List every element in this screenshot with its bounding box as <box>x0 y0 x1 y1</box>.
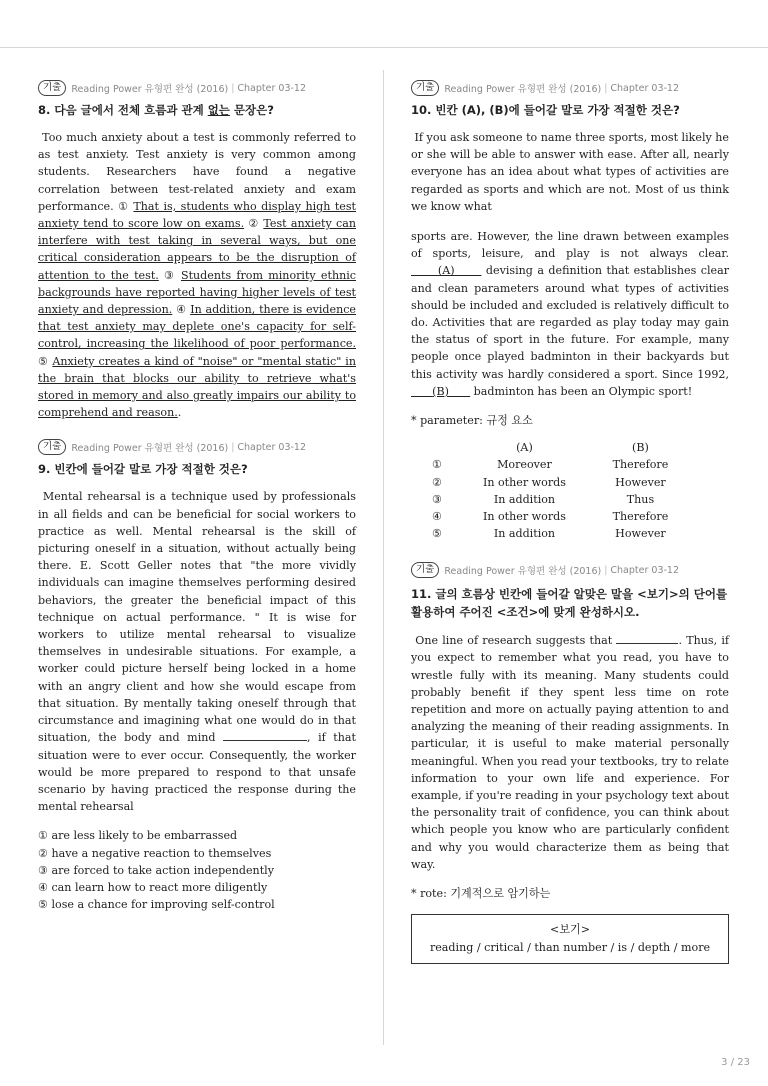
option-a: Moreover <box>497 458 552 472</box>
q9-choice-3: ③ are forced to take action independently <box>38 863 274 877</box>
option-b: Therefore <box>612 509 669 523</box>
q8-marker-2: ② <box>244 217 264 231</box>
q9-passage-part-2: , if that situation were to ever occur. Consequently, the worker would be more prepared to respond to that unsafe scenario by having practiced the response during the mental rehearsal <box>38 731 356 814</box>
separator: | <box>604 82 608 94</box>
q9-passage <box>38 488 356 815</box>
q9-source <box>38 439 356 455</box>
q9-choice-2: ② have a negative reaction to themselves <box>38 846 272 860</box>
q9-passage-part-1: Mental rehearsal is a technique used by professionals in all fields and can be beneficial for social workers to practice as well. Mental rehearsal is the skill of picturing oneself in a situation, without actually being there. E. Scott Geller notes that "the more vividly individuals can imagine themselves performing desired behaviors, the greater the beneficial impact of this technique on actual performance. " It is wise for workers to utilize mental rehearsal to visualize themselves in undesirable situations. For example, a worker could picture herself being locked in a home with an angry client and how she would escape from that situation. By mentally taking oneself through that circumstance and imagining what one would do in that situation, the body and mind <box>38 490 356 745</box>
q8-title-pre: 8. 다음 글에서 전체 흐름과 관계 <box>38 103 208 117</box>
option-b: Therefore <box>612 458 669 472</box>
q8-marker-5: ⑤ <box>38 354 53 368</box>
q8-passage <box>38 129 356 421</box>
header-blank <box>419 439 455 456</box>
q8-sentence-2: Test anxiety can interfere with test taking in several ways, but one critical consideration appears to be the disruption of attention to the test. <box>38 217 356 282</box>
source-book: Reading Power 유형편 완성 (2016) <box>71 443 229 455</box>
source-badge: 기출 <box>38 439 66 455</box>
source-badge: 기출 <box>411 562 439 578</box>
q11-word-box <box>411 914 729 964</box>
source-book: Reading Power 유형편 완성 (2016) <box>71 84 229 95</box>
right-column <box>411 80 729 964</box>
option-number: ④ <box>432 509 442 523</box>
left-column <box>38 80 356 913</box>
q8-sentence-4: In addition, there is evidence that test anxiety may deplete one's capacity for self-control, increasing the likelihood of poor performance. <box>38 303 357 351</box>
q10-options-header <box>419 439 687 456</box>
q10-blank-a-label: (A) <box>437 264 455 278</box>
option-b: However <box>615 475 666 489</box>
q10-source <box>411 80 729 96</box>
q10-passage-text-2a: sports are. However, the line drawn between examples of sports, leisure, and play is not always clear. <box>411 230 729 261</box>
source-chapter: Chapter 03-12 <box>237 441 307 453</box>
q10-passage-text-2e: badminton has been an Olympic sport! <box>470 384 693 398</box>
q8-sentence-1: That is, students who display high test anxiety tend to score low on exams. <box>38 199 356 231</box>
q11-source <box>411 562 729 578</box>
source-book: Reading Power 유형편 완성 (2016) <box>444 566 602 578</box>
option-number: ③ <box>432 492 442 506</box>
spacer <box>411 542 729 562</box>
source-badge: 기출 <box>411 80 439 96</box>
spacer <box>411 215 729 228</box>
page-number: 3 / 23 <box>721 1057 750 1068</box>
q10-blank-b-label: (B) <box>432 384 449 398</box>
header-rule <box>0 47 768 48</box>
q8-marker-3: ③ <box>158 268 181 282</box>
header-a: (A) <box>516 441 533 455</box>
q9-choice-5: ⑤ lose a chance for improving self-control <box>38 898 275 912</box>
q8-title <box>38 103 356 118</box>
q8-sentence-3: Students from minority ethnic backgrounds have reported having higher levels of test anxiety and depression. <box>38 268 357 317</box>
q10-title: 10. 빈칸 (A), (B)에 들어갈 말로 가장 적절한 것은? <box>411 103 680 117</box>
option-b: Thus <box>626 492 655 506</box>
q9-choices <box>38 827 356 913</box>
q10-note: * parameter: 규정 요소 <box>411 414 533 428</box>
q8-marker-4: ④ <box>172 303 191 317</box>
q10-blank-b <box>411 385 470 398</box>
option-a: In addition <box>493 527 556 541</box>
q8-source <box>38 80 356 96</box>
option-a: In other words <box>482 475 566 489</box>
q9-blank <box>223 729 307 741</box>
q10-option-row <box>419 456 687 473</box>
q11-title: 11. 글의 흐름상 빈칸에 들어갈 알맞은 말을 <보기>의 단어를 활용하여 주어진 <조건>에 맞게 완성하시오. <box>411 587 728 620</box>
q10-option-row <box>419 508 687 525</box>
word-box-words: reading / critical / than number / is / depth / more <box>429 941 711 955</box>
option-a: In other words <box>482 509 566 523</box>
source-chapter: Chapter 03-12 <box>237 82 307 94</box>
q11-passage-part-1: One line of research suggests that <box>415 634 617 648</box>
option-number: ① <box>432 458 442 472</box>
q10-passage-text-1: If you ask someone to name three sports, most likely he or she will be able to answer with ease. After all, nearly everyone has an idea about what types of activities are regarded as sports and which are not. Most of us think we know what <box>411 131 729 213</box>
q9-choice-1: ① are less likely to be embarrassed <box>38 829 238 843</box>
source-chapter: Chapter 03-12 <box>610 82 680 94</box>
q8-sentence-5: Anxiety creates a kind of "noise" or "mental static" in the brain that blocks our ability to retrieve what's stored in memory and also greatly impairs our ability to comprehend and reason. <box>38 354 356 420</box>
q10-options-table <box>419 439 687 542</box>
source-badge: 기출 <box>38 80 66 96</box>
option-b: However <box>615 527 666 541</box>
q10-option-row <box>419 473 687 490</box>
q10-passage-2 <box>411 228 729 400</box>
q8-title-emphasis: 없는 <box>207 103 230 117</box>
q10-blank-a <box>411 264 481 277</box>
column-divider <box>383 70 384 1045</box>
q8-intro: Too much anxiety about a test is commonly referred to as test anxiety. Test anxiety is very common among students. Researchers have found a negative correlation between test-related anxiety and exam performance. ① <box>38 131 356 213</box>
separator: | <box>604 564 608 576</box>
q10-option-row <box>419 491 687 508</box>
q11-blank <box>616 632 678 644</box>
header-b: (B) <box>632 441 649 455</box>
q8-end: . <box>177 406 182 420</box>
q11-note: * rote: 기계적으로 암기하는 <box>411 887 551 901</box>
source-book: Reading Power 유형편 완성 (2016) <box>444 84 602 95</box>
option-number: ⑤ <box>432 527 442 541</box>
q10-passage-text-2c: devising a definition that establishes clear and clean parameters around what types of activities should be included and excluded is relatively difficult to do. Activities that are regarded as play today may gain the status of sport in the future. For example, many people once played badminton in their backyards but this activity was hardly considered a sport. Since 1992, <box>411 264 729 381</box>
separator: | <box>231 441 235 453</box>
q9-choice-4: ④ can learn how to react more diligently <box>38 880 268 894</box>
option-a: In addition <box>493 492 556 506</box>
q10-passage-1 <box>411 129 729 215</box>
option-number: ② <box>432 475 442 489</box>
q11-passage <box>411 632 729 873</box>
q11-passage-part-2: . Thus, if you expect to remember what you read, you have to wrestle fully with its meaning. Many students could probably benefit if they spent less time on rote repetition and more on actually paying attention to and analyzing the meaning of their reading assignments. In particular, it is useful to make material personally meaningful. When you read your textbooks, try to relate information to your own life and experience. For example, if you're reading in your psychology text about the personality trait of confidence, you can think about which people you know who are particularly confident and why you would characterize them as being that way. <box>411 634 729 871</box>
separator: | <box>231 82 235 94</box>
source-chapter: Chapter 03-12 <box>610 564 680 576</box>
q9-title: 9. 빈칸에 들어갈 말로 가장 적절한 것은? <box>38 462 248 477</box>
word-box-title: <보기> <box>549 923 591 937</box>
q10-option-row <box>419 525 687 542</box>
spacer <box>38 421 356 439</box>
q8-title-post: 문장은? <box>229 103 274 117</box>
